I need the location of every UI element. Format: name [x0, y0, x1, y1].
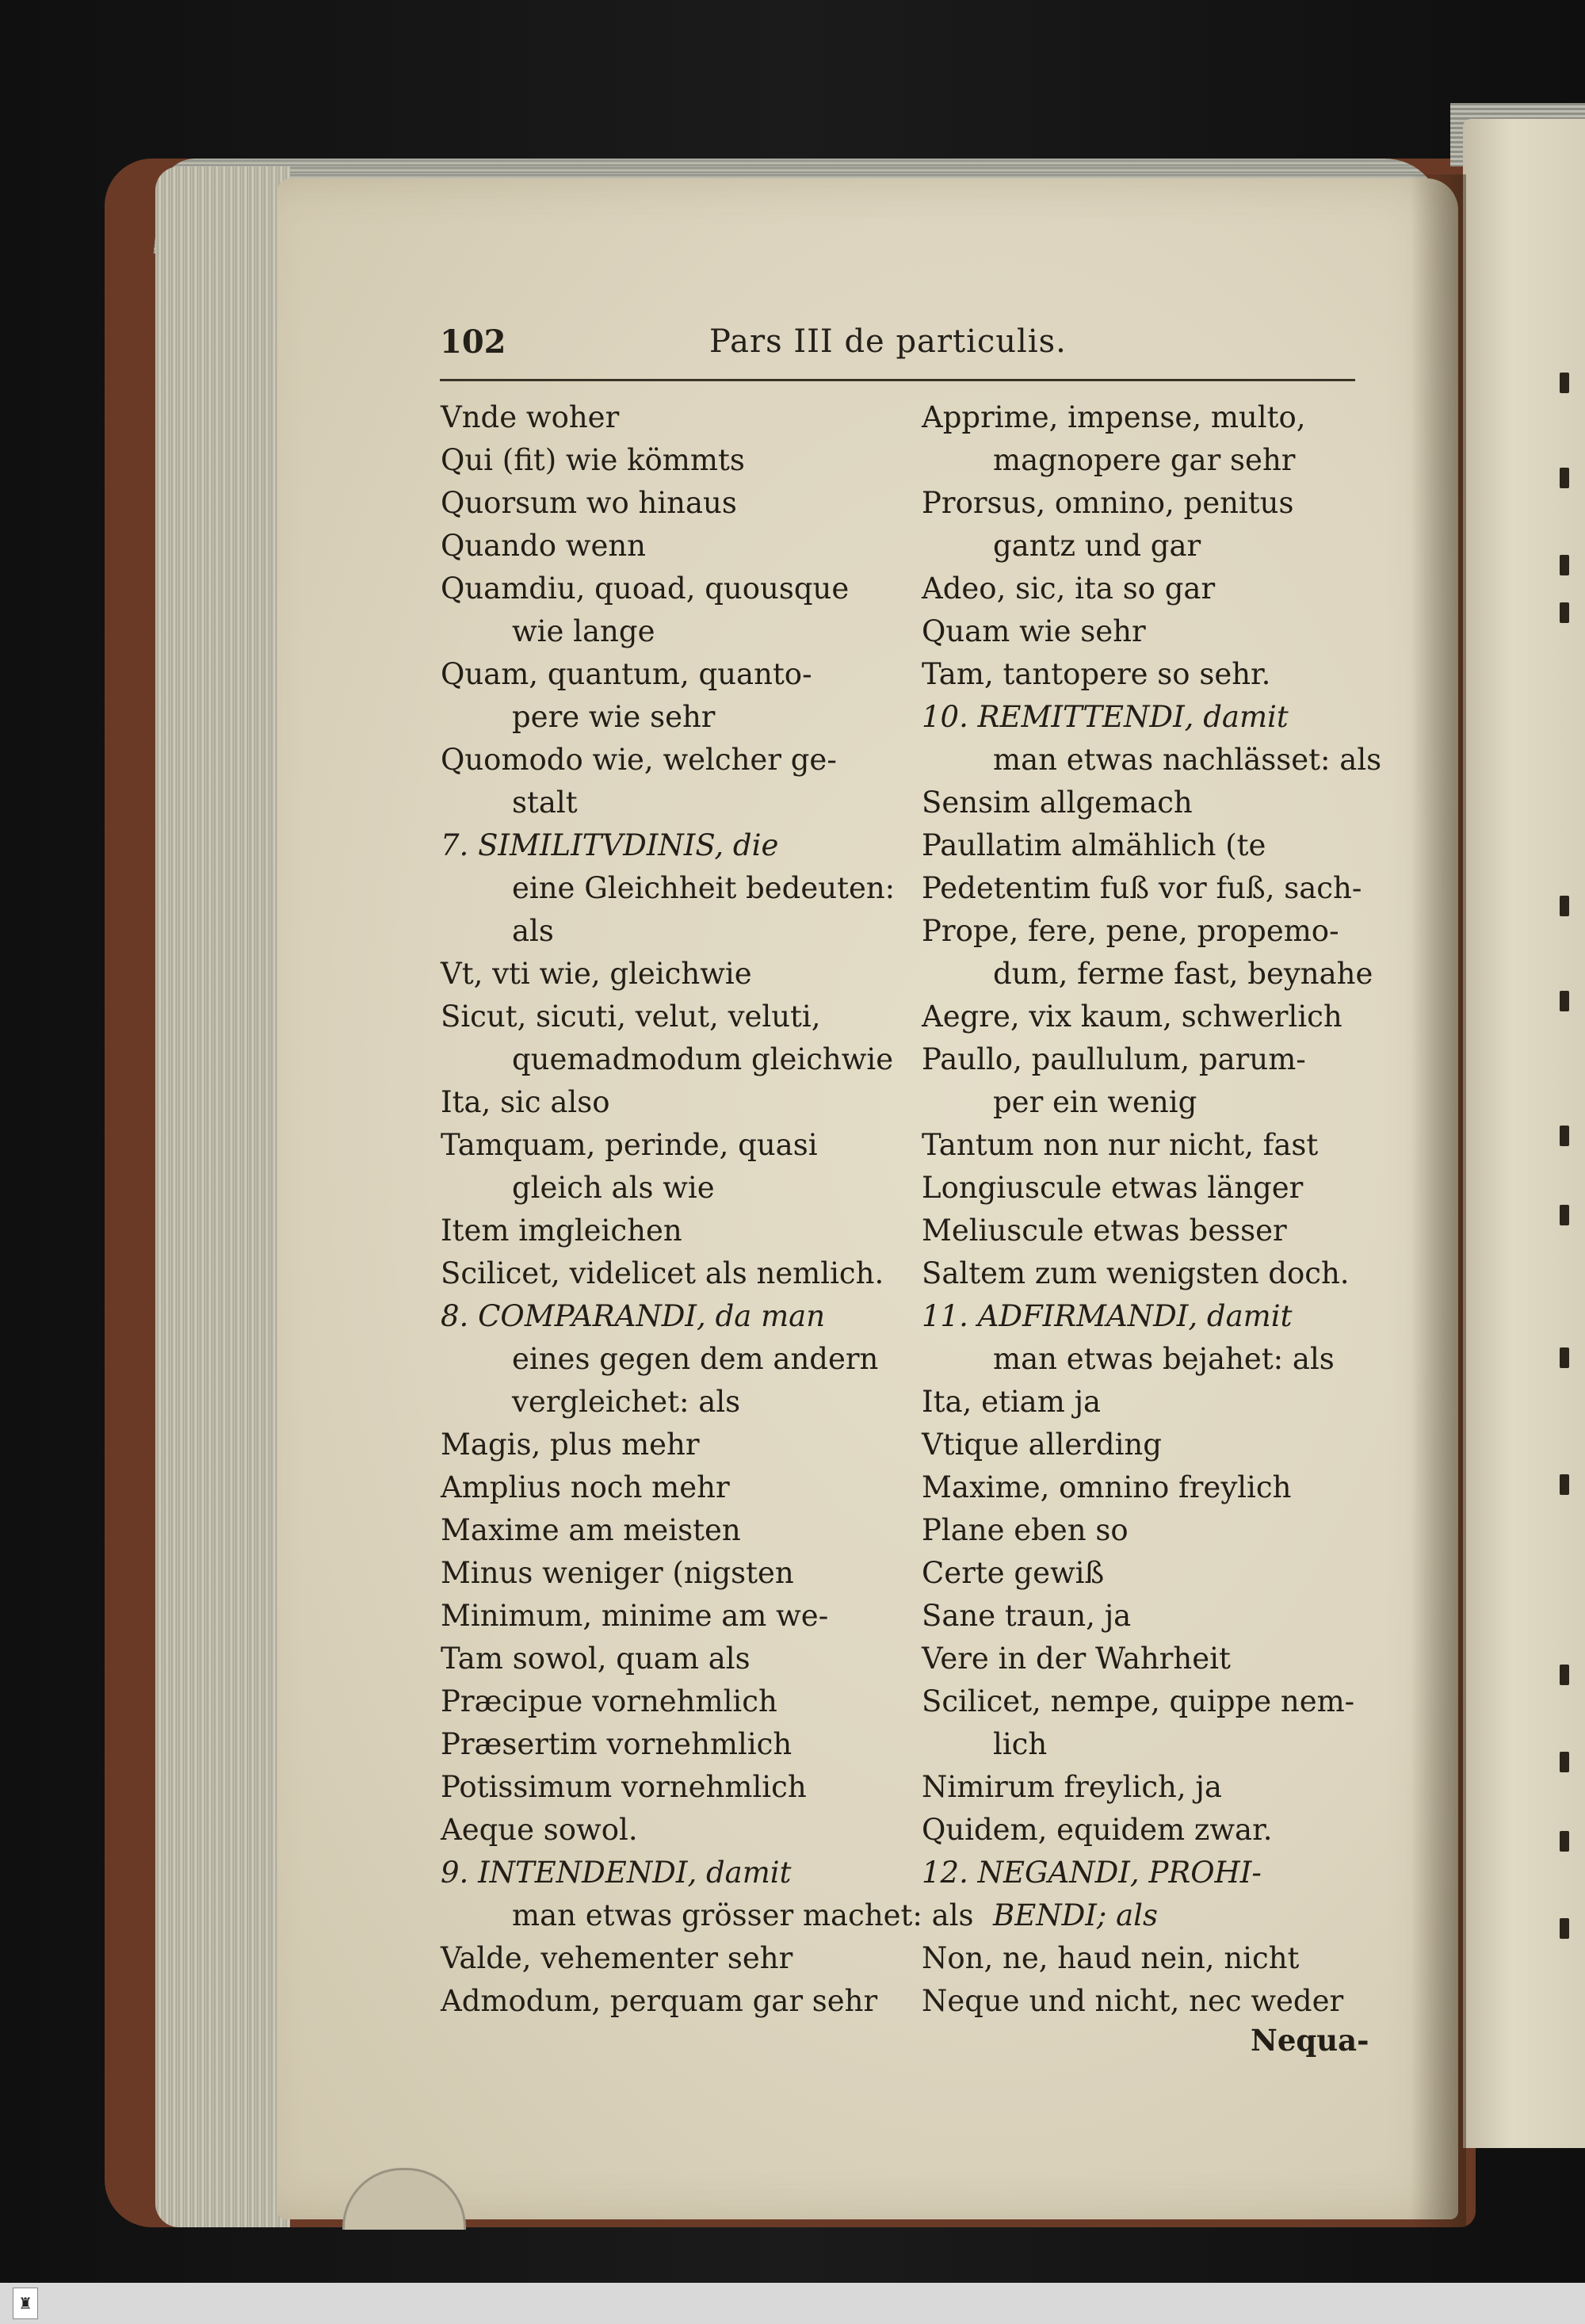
text-line: Minus weniger (nigsten	[441, 1556, 794, 1590]
text-line: Nimirum freylich, ja	[922, 1770, 1222, 1804]
text-line: Admodum, perquam gar sehr	[441, 1984, 878, 2018]
text-line: Prorsus, omnino, penitus	[922, 486, 1294, 520]
text-line: man etwas bejahet: als	[993, 1342, 1335, 1376]
catchword: Nequa-	[1251, 2023, 1369, 2058]
text-line: man etwas grösser machet: als	[512, 1898, 974, 1932]
text-line: Vt, vti wie, gleichwie	[441, 957, 752, 991]
text-line: Plane eben so	[922, 1513, 1129, 1547]
text-line: Maxime, omnino freylich	[922, 1470, 1292, 1504]
text-line: Apprime, impense, multo,	[922, 400, 1306, 434]
text-line: Quam wie sehr	[922, 614, 1146, 648]
text-line: Qui (fit) wie kömmts	[441, 443, 745, 477]
text-line: Tantum non nur nicht, fast	[922, 1128, 1319, 1162]
text-line: Item imgleichen	[441, 1214, 682, 1248]
section-heading: 10. REMITTENDI, damit	[922, 700, 1289, 734]
section-heading: 7. SIMILITVDINIS, die	[441, 828, 779, 862]
page-header	[440, 323, 1355, 379]
text-line: stalt	[512, 785, 578, 820]
text-line: Vnde woher	[441, 400, 620, 434]
text-line: Pedetentim fuß vor fuß, sach-	[922, 871, 1362, 905]
text-line: Tam, tantopere so sehr.	[922, 657, 1271, 691]
text-line: Prope, fere, pene, propemo-	[922, 914, 1339, 948]
page-number: 102	[440, 323, 506, 361]
text-line: Neque und nicht, nec weder	[922, 1984, 1344, 2018]
text-line: Quidem, equidem zwar.	[922, 1813, 1273, 1847]
text-line: Maxime am meisten	[441, 1513, 741, 1547]
text-line: Quamdiu, quoad, quousque	[441, 571, 850, 606]
text-line: gantz und gar	[993, 529, 1201, 563]
text-line: Ita, etiam ja	[922, 1385, 1102, 1419]
text-line: Præsertim vornehmlich	[441, 1727, 792, 1761]
text-line: Scilicet, nempe, quippe nem-	[922, 1684, 1355, 1718]
text-line: als	[512, 914, 554, 948]
text-line: Valde, vehementer sehr	[441, 1941, 793, 1975]
text-line: Saltem zum wenigsten doch.	[922, 1256, 1350, 1290]
text-line: eines gegen dem andern	[512, 1342, 879, 1376]
right-column	[922, 396, 1382, 2023]
running-title: Pars III de particulis.	[709, 323, 1067, 360]
text-line: Tam sowol, quam als	[441, 1642, 750, 1676]
text-line: Sane traun, ja	[922, 1599, 1132, 1633]
text-line: vergleichet: als	[512, 1385, 741, 1419]
page-edges-left	[155, 166, 290, 2227]
text-line: Præcipue vornehmlich	[441, 1684, 777, 1718]
text-line: quemadmodum gleichwie	[512, 1042, 894, 1076]
library-logo-icon[interactable]: ♜	[13, 2288, 38, 2319]
section-heading: 12. NEGANDI, PROHI-	[922, 1856, 1262, 1890]
text-line: Sensim allgemach	[922, 785, 1193, 820]
text-line: Quam, quantum, quanto-	[441, 657, 812, 691]
spine-shadow	[1411, 174, 1466, 2227]
text-line: gleich als wie	[512, 1171, 715, 1205]
section-heading: 11. ADFIRMANDI, damit	[922, 1299, 1293, 1333]
text-line: Certe gewiß	[922, 1556, 1105, 1590]
text-line: Paullo, paullulum, parum-	[922, 1042, 1306, 1076]
text-line: man etwas nachlässet: als	[993, 743, 1382, 777]
text-line: Quando wenn	[441, 529, 646, 563]
text-line: Ita, sic also	[441, 1085, 610, 1119]
text-line: magnopere gar sehr	[993, 443, 1296, 477]
text-line: eine Gleichheit bedeuten:	[512, 871, 896, 905]
text-line: wie lange	[512, 614, 655, 648]
section-heading: 9. INTENDENDI, damit	[441, 1856, 792, 1890]
text-line: Minimum, minime am we-	[441, 1599, 829, 1633]
text-line: Aegre, vix kaum, schwerlich	[922, 1000, 1342, 1034]
text-line: Amplius noch mehr	[441, 1470, 730, 1504]
text-line: Quorsum wo hinaus	[441, 486, 737, 520]
text-line: Meliuscule etwas besser	[922, 1214, 1287, 1248]
text-line: Magis, plus mehr	[441, 1428, 700, 1462]
text-line: Vere in der Wahrheit	[922, 1642, 1231, 1676]
text-line: Longiuscule etwas länger	[922, 1171, 1304, 1205]
viewer-footer-bar	[0, 2283, 1585, 2324]
text-line: dum, ferme fast, beynahe	[993, 957, 1373, 991]
text-line: Sicut, sicuti, velut, veluti,	[441, 1000, 821, 1034]
text-line: lich	[993, 1727, 1048, 1761]
text-line: Vtique allerding	[922, 1428, 1162, 1462]
text-line: Adeo, sic, ita so gar	[922, 571, 1216, 606]
header-rule	[440, 379, 1355, 381]
text-line: per ein wenig	[993, 1085, 1197, 1119]
section-heading: BENDI; als	[993, 1898, 1158, 1932]
text-line: Aeque sowol.	[441, 1813, 638, 1847]
text-line: pere wie sehr	[512, 700, 716, 734]
text-line: Quomodo wie, welcher ge-	[441, 743, 837, 777]
text-line: Potissimum vornehmlich	[441, 1770, 807, 1804]
text-line: Tamquam, perinde, quasi	[441, 1128, 818, 1162]
text-line: Paullatim almählich (te	[922, 828, 1266, 862]
text-line: Scilicet, videlicet als nemlich.	[441, 1256, 884, 1290]
section-heading: 8. COMPARANDI, da man	[441, 1299, 826, 1333]
text-line: Non, ne, haud nein, nicht	[922, 1941, 1300, 1975]
left-column	[441, 396, 974, 2023]
